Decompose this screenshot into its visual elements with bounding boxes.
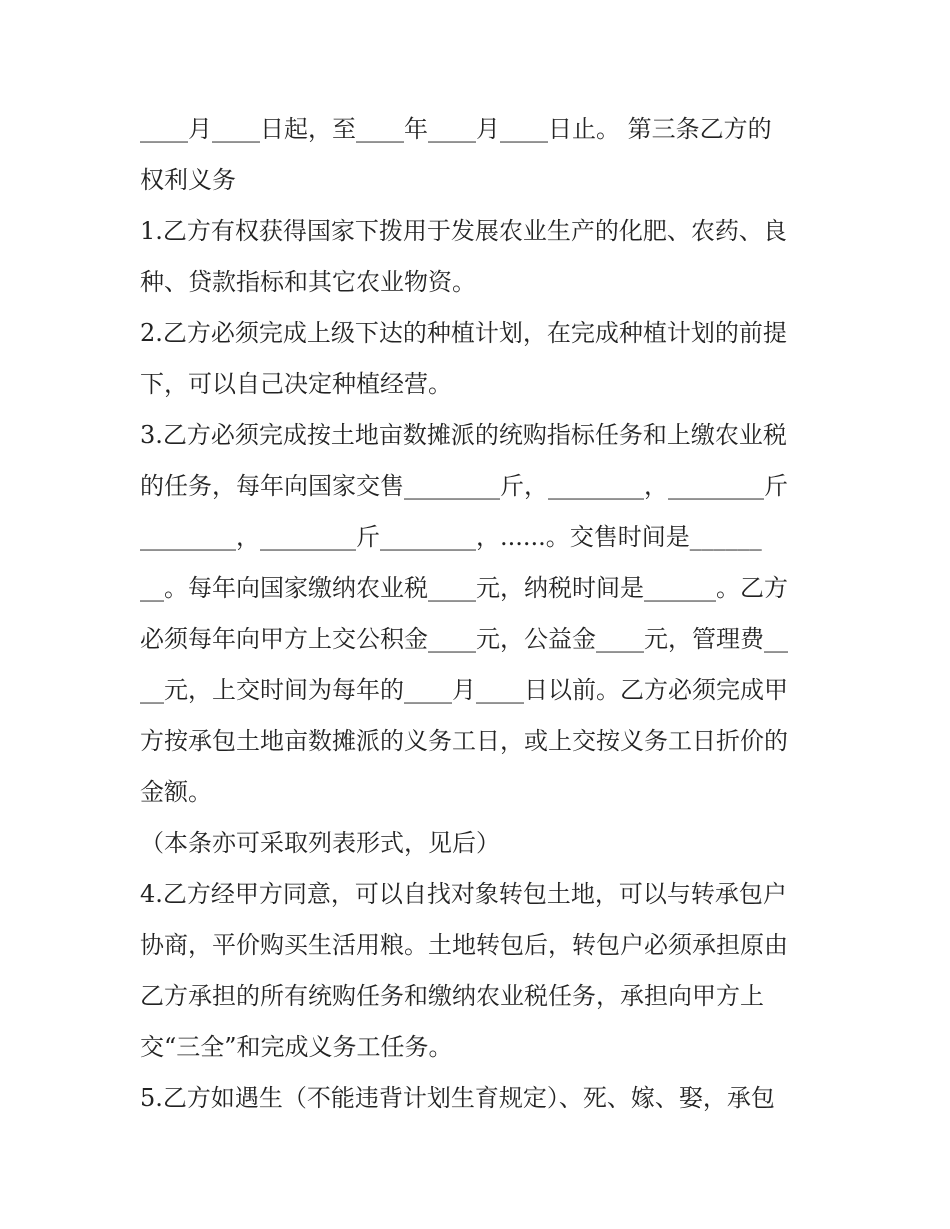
text-line: __。每年向国家缴纳农业税____元，纳税时间是______。乙方 [140, 574, 788, 602]
text-line: 4.乙方经甲方同意，可以自找对象转包土地，可以与转承包户 [140, 880, 787, 908]
text-line: 1.乙方有权获得国家下拨用于发展农业生产的化肥、农药、良 [140, 217, 787, 245]
document-body [140, 104, 815, 1124]
text-line: 3.乙方必须完成按土地亩数摊派的统购指标任务和上缴农业税 [140, 421, 787, 449]
text-line: ____月____日起，至____年____月____日止。 第三条乙方的 [140, 115, 772, 143]
text-line: 2.乙方必须完成上级下达的种植计划，在完成种植计划的前提 [140, 319, 787, 347]
text-line: 5.乙方如遇生（不能违背计划生育规定）、死、嫁、娶，承包 [140, 1084, 775, 1112]
text-line: 协商，平价购买生活用粮。土地转包后，转包户必须承担原由 [140, 931, 788, 959]
text-line: __元，上交时间为每年的____月____日以前。乙方必须完成甲 [140, 676, 788, 704]
text-line: ________，________斤________，......。交售时间是______ [140, 523, 762, 551]
text-line: 乙方承担的所有统购任务和缴纳农业税任务，承担向甲方上 [140, 982, 764, 1010]
text-line: 方按承包土地亩数摊派的义务工日，或上交按义务工日折价的 [140, 727, 788, 755]
text-line: 的任务，每年向国家交售________斤，________，________斤 [140, 472, 788, 500]
text-line: 下，可以自己决定种植经营。 [140, 370, 452, 398]
text-line: （本条亦可采取列表形式，见后） [140, 829, 500, 857]
text-line: 必须每年向甲方上交公积金____元，公益金____元，管理费__ [140, 625, 788, 653]
text-line: 金额。 [140, 778, 212, 806]
text-line: 权利义务 [140, 166, 236, 194]
text-line: 交“三全”和完成义务工任务。 [140, 1033, 453, 1061]
text-line: 种、贷款指标和其它农业物资。 [140, 268, 476, 296]
